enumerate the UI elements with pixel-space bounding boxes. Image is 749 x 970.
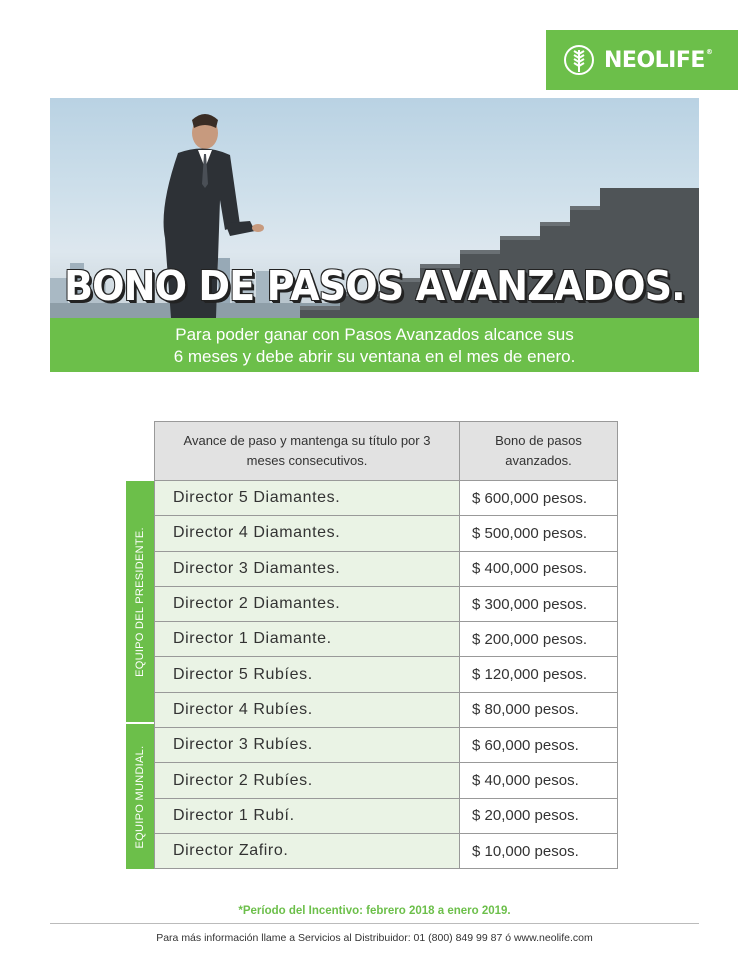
brand-name: NEOLIFE® [604, 47, 713, 73]
row-bonus: $ 200,000 pesos. [460, 622, 618, 657]
row-title: Director 2 Diamantes. [154, 587, 460, 622]
row-bonus: $ 300,000 pesos. [460, 587, 618, 622]
row-bonus: $ 40,000 pesos. [460, 763, 618, 798]
row-title: Director 3 Diamantes. [154, 552, 460, 587]
footer-contact: Para más información llame a Servicios al Distribuidor: 01 (800) 849 99 87 ó www.neolife.com [156, 932, 593, 944]
row-title: Director 1 Rubí. [154, 799, 460, 834]
wheat-leaf-icon [564, 42, 594, 78]
row-bonus: $ 80,000 pesos. [460, 693, 618, 728]
table-row [154, 763, 618, 798]
row-bonus: $ 120,000 pesos. [460, 657, 618, 692]
row-bonus: $ 20,000 pesos. [460, 799, 618, 834]
subtitle-band [50, 318, 699, 372]
table-row [154, 834, 618, 869]
footer-divider [50, 923, 699, 924]
table-rows [154, 481, 618, 869]
subtitle-line-1: Para poder ganar con Pasos Avanzados alcance sus [175, 325, 574, 344]
group-presidente: EQUIPO DEL PRESIDENTE. [126, 481, 154, 724]
page-title: BONO DE PASOS AVANZADOS. [64, 262, 685, 310]
group-mundial: EQUIPO MUNDIAL. [126, 724, 154, 869]
header-step-title: Avance de paso y mantenga su título por 3 meses consecutivos. [154, 421, 460, 481]
group-labels [126, 481, 154, 869]
row-title: Director 5 Diamantes. [154, 481, 460, 516]
neolife-logo [546, 30, 738, 90]
row-bonus: $ 400,000 pesos. [460, 552, 618, 587]
row-title: Director 3 Rubíes. [154, 728, 460, 763]
table-row [154, 587, 618, 622]
header-bonus: Bono de pasos avanzados. [460, 421, 618, 481]
row-bonus: $ 10,000 pesos. [460, 834, 618, 869]
table-header [126, 421, 618, 481]
row-title: Director 4 Diamantes. [154, 516, 460, 551]
table-row [154, 622, 618, 657]
table-body [126, 481, 618, 869]
table-row [154, 516, 618, 551]
table-row [154, 799, 618, 834]
table-row [154, 481, 618, 516]
row-title: Director 4 Rubíes. [154, 693, 460, 728]
table-row [154, 552, 618, 587]
table-row [154, 728, 618, 763]
row-title: Director 2 Rubíes. [154, 763, 460, 798]
row-bonus: $ 60,000 pesos. [460, 728, 618, 763]
row-bonus: $ 500,000 pesos. [460, 516, 618, 551]
subtitle-line-2: 6 meses y debe abrir su ventana en el mes de enero. [173, 347, 576, 366]
bonus-table [126, 421, 618, 869]
row-title: Director 1 Diamante. [154, 622, 460, 657]
row-title: Director Zafiro. [154, 834, 460, 869]
incentive-period-note: *Período del Incentivo: febrero 2018 a enero 2019. [238, 905, 511, 917]
row-bonus: $ 600,000 pesos. [460, 481, 618, 516]
table-row [154, 693, 618, 728]
row-title: Director 5 Rubíes. [154, 657, 460, 692]
table-row [154, 657, 618, 692]
